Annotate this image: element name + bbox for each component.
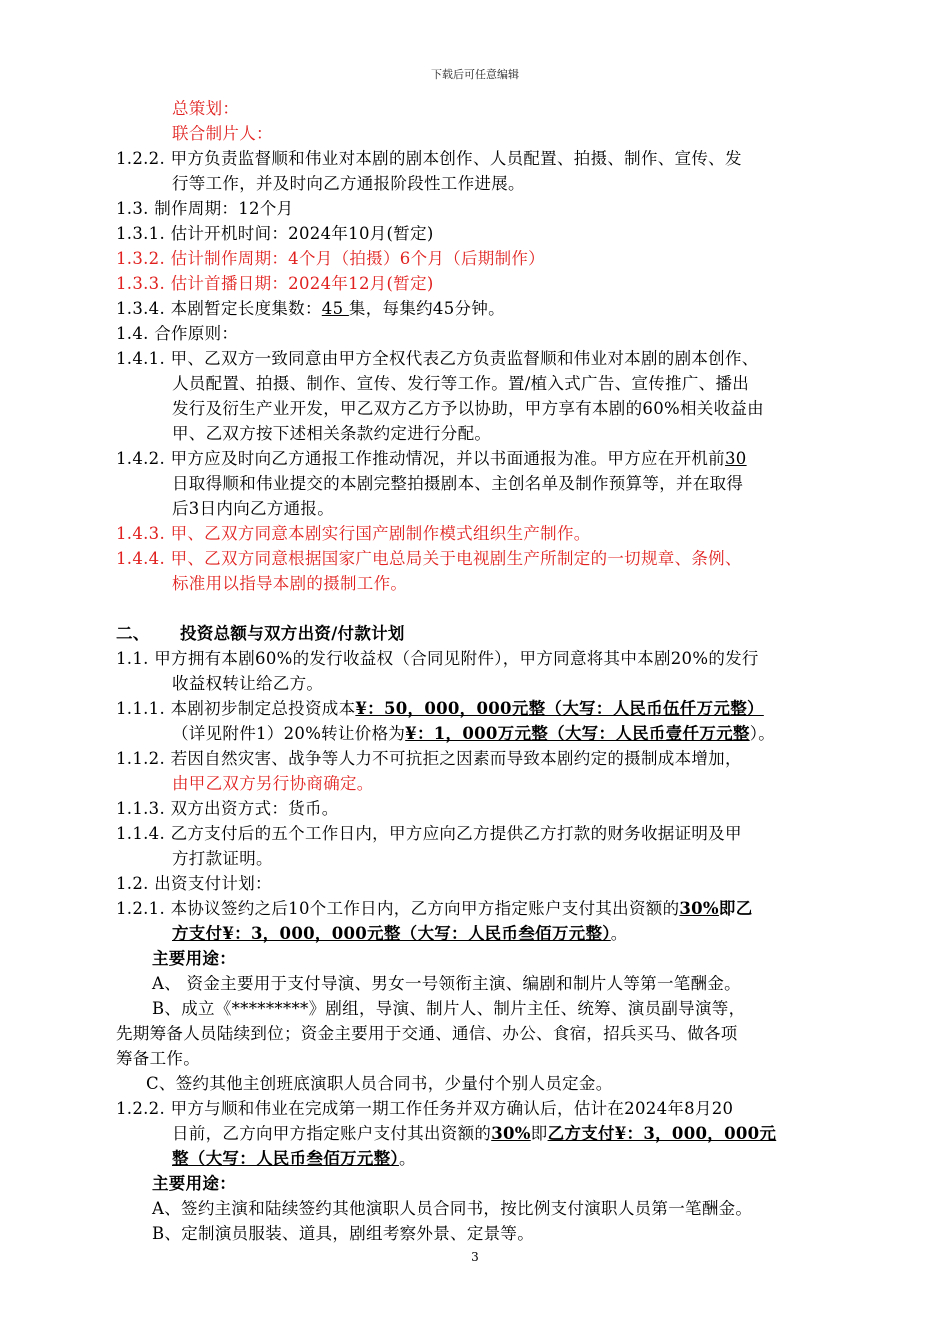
page-number: 3	[471, 1250, 479, 1264]
clause-1-4-1-cont1: 人员配置、拍摄、制作、宣传、发行等工作。置/植入式广告、宣传推广、播出	[172, 374, 750, 393]
clause-1-3-4	[116, 299, 505, 319]
clause-1-2-1	[116, 899, 753, 919]
clause-1-4-2	[116, 449, 747, 469]
clause-1-3-4-label: 1.3.4. 本剧暂定长度集数：	[116, 299, 322, 318]
clause-1-2-2: 1.2.2. 甲方负责监督顺和伟业对本剧的剧本创作、人员配置、拍摄、制作、宣传、发	[116, 149, 742, 168]
clause-1-4-4: 1.4.4. 甲、乙双方同意根据国家广电总局关于电视剧生产所制定的一切规章、条例、	[116, 549, 742, 568]
use-2-a: A、签约主演和陆续签约其他演职人员合同书，按比例支付演职人员第一笔酬金。	[152, 1199, 753, 1218]
second-payment-ji: 即	[530, 1124, 548, 1143]
clause-1-4-4-cont: 标准用以指导本剧的摄制工作。	[172, 574, 408, 593]
clause-1-2-2b-cont2	[172, 1149, 416, 1169]
first-payment-lead: 即乙	[718, 899, 753, 918]
page-header: 下载后可任意编辑	[431, 68, 519, 81]
clause-1-4-2-cont2: 后3日内向乙方通报。	[172, 499, 334, 518]
clause-1-2-1-text: 1.2.1. 本协议签约之后10个工作日内，乙方向甲方指定账户支付其出资额的	[116, 899, 680, 918]
episode-count: 45	[321, 299, 349, 318]
clause-1-2-2b-cont1	[172, 1124, 776, 1144]
clause-1-4: 1.4. 合作原则：	[116, 324, 239, 343]
main-use-heading-2: 主要用途：	[152, 1174, 236, 1193]
second-payment-end: 。	[398, 1149, 416, 1168]
clause-1-3: 1.3. 制作周期：12个月	[116, 199, 294, 218]
clause-1-3-4-rest: 集，每集约45分钟。	[348, 299, 505, 318]
second-payment-amount-words: 整（大写：人民币叁佰万元整）	[172, 1149, 399, 1168]
use-1-a: A、 资金主要用于支付导演、男女一号领衔主演、编剧和制片人等第一笔酬金。	[152, 974, 741, 993]
clause-1-2-2-cont: 行等工作，并及时向乙方通报阶段性工作进展。	[172, 174, 525, 193]
first-payment-percent: 30%	[679, 899, 719, 918]
clause-1-4-1-cont2: 发行及衍生产业开发，甲乙双方乙方予以协助，甲方享有本剧的60%相关收益由	[172, 399, 764, 418]
section-2-number: 二、	[116, 624, 150, 643]
clause-1-2: 1.2. 出资支付计划：	[116, 874, 272, 893]
chief-planner-label: 总策划：	[172, 99, 240, 118]
clause-1-1-1-text: 1.1.1. 本剧初步制定总投资成本	[116, 699, 356, 718]
transfer-price-amount: ¥：1，000万元整（大写：人民币壹仟万元整	[405, 724, 750, 743]
clause-1-1-4-cont: 方打款证明。	[172, 849, 273, 868]
clause-1-1-3: 1.1.3. 双方出资方式：货币。	[116, 799, 339, 818]
clause-1-4-1-cont3: 甲、乙双方按下述相关条款约定进行分配。	[172, 424, 492, 443]
clause-1-1-1-cont	[172, 724, 775, 744]
first-payment-amount: 方支付¥：3，000，000元整（大写：人民币叁佰万元整）	[172, 924, 611, 943]
clause-1-3-2: 1.3.2. 估计制作周期：4个月（拍摄）6个月（后期制作）	[116, 249, 545, 268]
clause-1-1: 1.1. 甲方拥有本剧60%的发行收益权（合同见附件），甲方同意将其中本剧20%的发行	[116, 649, 759, 668]
second-payment-percent: 30%	[491, 1124, 531, 1143]
total-investment-amount: ¥：50，000，000元整（大写：人民币伍仟万元整）	[355, 699, 764, 718]
use-1-b: B、成立《*********》剧组，导演、制片人、制片主任、统筹、演员副导演等，	[152, 999, 746, 1018]
clause-1-2-1-cont	[172, 924, 628, 944]
transfer-price-end: ）。	[749, 724, 776, 743]
clause-1-1-2: 1.1.2. 若因自然灾害、战争等人力不可抗拒之因素而导致本剧约定的摄制成本增加，	[116, 749, 742, 768]
clause-1-4-2-cont1: 日取得顺和伟业提交的本剧完整拍摄剧本、主创名单及制作预算等，并在取得	[172, 474, 744, 493]
clause-1-1-1	[116, 699, 764, 719]
clause-1-1-4: 1.1.4. 乙方支付后的五个工作日内，甲方应向乙方提供乙方打款的财务收据证明及甲	[116, 824, 742, 843]
clause-1-4-2-text: 1.4.2. 甲方应及时向乙方通报工作推动情况，并以书面通报为准。甲方应在开机前	[116, 449, 725, 468]
second-payment-text: 日前，乙方向甲方指定账户支付其出资额的	[172, 1124, 492, 1143]
use-1-c: C、签约其他主创班底演职人员合同书，少量付个别人员定金。	[146, 1074, 613, 1093]
use-1-b-cont2: 筹备工作。	[116, 1049, 200, 1068]
section-2-title: 投资总额与双方出资/付款计划	[180, 624, 405, 643]
use-2-b: B、定制演员服装、道具，剧组考察外景、定景等。	[152, 1224, 535, 1243]
clause-1-3-1: 1.3.1. 估计开机时间：2024年10月(暂定)	[116, 224, 434, 243]
days-before-shoot: 30	[724, 449, 747, 468]
clause-1-4-3: 1.4.3. 甲、乙双方同意本剧实行国产剧制作模式组织生产制作。	[116, 524, 591, 543]
first-payment-end: 。	[610, 924, 628, 943]
clause-1-1-cont: 收益权转让给乙方。	[172, 674, 324, 693]
clause-1-1-2-cont: 由甲乙双方另行协商确定。	[172, 774, 374, 793]
second-payment-amount: 乙方支付¥：3，000，000元	[547, 1124, 777, 1143]
transfer-price-label: （详见附件1）20%转让价格为	[172, 724, 406, 743]
clause-1-3-3: 1.3.3. 估计首播日期：2024年12月(暂定)	[116, 274, 434, 293]
co-producer-label: 联合制片人：	[172, 124, 273, 143]
clause-1-2-2b: 1.2.2. 甲方与顺和伟业在完成第一期工作任务并双方确认后，估计在2024年8月20	[116, 1099, 734, 1118]
main-use-heading-1: 主要用途：	[152, 949, 236, 968]
clause-1-4-1: 1.4.1. 甲、乙双方一致同意由甲方全权代表乙方负责监督顺和伟业对本剧的剧本创作、	[116, 349, 759, 368]
use-1-b-cont1: 先期筹备人员陆续到位；资金主要用于交通、通信、办公、食宿，招兵买马、做各项	[116, 1024, 738, 1043]
